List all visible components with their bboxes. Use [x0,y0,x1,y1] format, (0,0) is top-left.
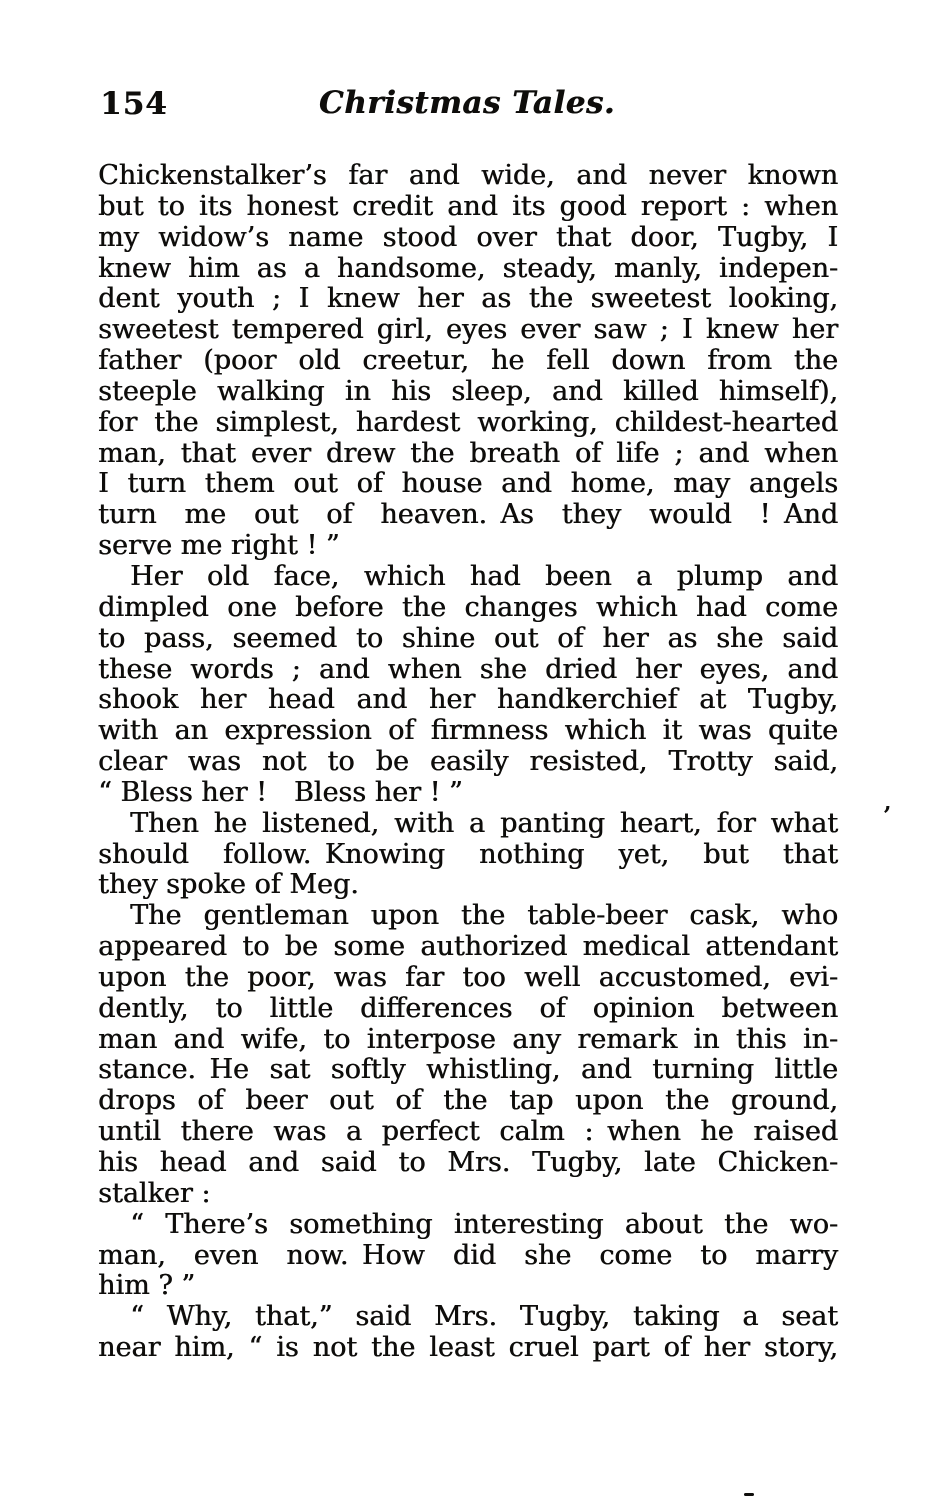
text-line: dently, to little differences of opinion between [98,992,838,1024]
text-line: father (poor old creetur, he fell down from the [98,345,838,377]
text-line: they spoke of Meg. [98,869,359,901]
text-line: stance. He sat softly whistling, and turning little [98,1054,838,1086]
text-line: for the simplest, hardest working, childest-hearted [98,406,838,438]
text-line: Chickenstalker’s far and wide, and never known [98,160,838,191]
text-line: near him, “ is not the least cruel part of her story, [98,1332,838,1364]
text-line: “ There’s something interesting about the wo- [130,1208,838,1240]
text-line: him ? ” [98,1270,196,1302]
text-line: should follow. Knowing nothing yet, but that [98,838,838,870]
text-line: clear was not to be easily resisted, Trotty said, [98,746,838,778]
text-line: serve me right ! ” [98,530,340,562]
text-line: stalker : [98,1177,211,1209]
text-line: drops of beer out of the tap upon the ground, [98,1085,838,1117]
text-line: to pass, seemed to shine out of her as she said [98,622,838,654]
text-line: knew him as a handsome, steady, manly, indepen- [98,252,838,284]
page-number: 154 [100,86,168,122]
text-line: his head and said to Mrs. Tugby, late Chicken- [98,1147,838,1178]
ink-speck-comma: ’ [883,801,892,830]
text-line: Then he listened, with a panting heart, for what [130,807,838,839]
text-line: these words ; and when she dried her eyes, and [98,653,838,685]
text-line: steeple walking in his sleep, and killed himself), [98,375,838,407]
text-line: my widow’s name stood over that door, Tugby, I [98,221,838,253]
text-line: man, even now. How did she come to marry [98,1239,838,1271]
text-line: sweetest tempered girl, eyes ever saw ; I knew her [98,314,838,346]
text-line: turn me out of heaven. As they would ! And [98,499,838,531]
running-title: Christmas Tales. [318,85,616,121]
text-line: man and wife, to interpose any remark in this in- [98,1023,838,1055]
text-line: Her old face, which had been a plump and [130,560,838,592]
text-line: “ Bless her ! Bless her ! ” [98,776,463,808]
text-line: dimpled one before the changes which had come [98,591,838,623]
ink-speck-dash [744,1493,754,1496]
page-header [98,85,836,128]
text-line: but to its honest credit and its good report : when [98,190,838,222]
text-line: until there was a perfect calm : when he raised [98,1116,838,1148]
text-line: dent youth ; I knew her as the sweetest looking, [98,283,838,315]
text-line: with an expression of firmness which it was quite [98,715,838,747]
text-line: “ Why, that,” said Mrs. Tugby, taking a seat [130,1301,838,1333]
text-line: shook her head and her handkerchief at Tugby, [98,684,838,716]
text-line: The gentleman upon the table-beer cask, who [130,900,838,932]
text-line: appeared to be some authorized medical attendant [98,931,838,963]
text-line: I turn them out of house and home, may angels [98,468,838,500]
text-block [98,161,838,1364]
text-line: upon the poor, was far too well accustomed, evi- [98,961,838,993]
text-line: man, that ever drew the breath of life ; and when [98,437,838,469]
